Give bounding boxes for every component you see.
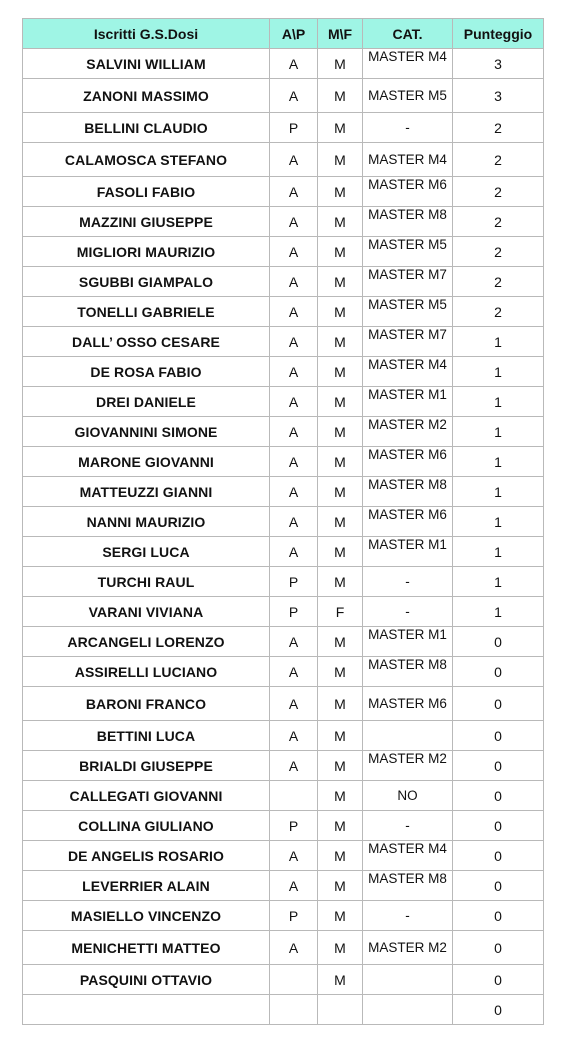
cell-name: ZANONI MASSIMO	[23, 79, 270, 113]
cell-mf: M	[318, 477, 363, 507]
header-ap: A\P	[270, 19, 318, 49]
cell-points: 1	[453, 447, 544, 477]
header-name: Iscritti G.S.Dosi	[23, 19, 270, 49]
cell-points: 1	[453, 387, 544, 417]
category-text: MASTER M2	[368, 750, 447, 766]
cell-category	[363, 657, 453, 687]
registrants-sheet	[22, 18, 543, 1025]
table-row	[23, 267, 544, 297]
cell-name: NANNI MAURIZIO	[23, 507, 270, 537]
category-text: MASTER M6	[368, 506, 447, 522]
category-text: MASTER M5	[368, 296, 447, 312]
cell-category	[363, 387, 453, 417]
cell-category	[363, 931, 453, 965]
cell-name: FASOLI FABIO	[23, 177, 270, 207]
cell-mf: M	[318, 901, 363, 931]
cell-mf: M	[318, 447, 363, 477]
category-text: MASTER M2	[368, 940, 447, 955]
cell-points: 0	[453, 687, 544, 721]
category-text: MASTER M5	[368, 88, 447, 103]
cell-name: LEVERRIER ALAIN	[23, 871, 270, 901]
table-row	[23, 965, 544, 995]
category-text: MASTER M8	[368, 656, 447, 672]
category-text: MASTER M4	[368, 356, 447, 372]
cell-category	[363, 965, 453, 995]
table-row	[23, 597, 544, 627]
cell-ap: P	[270, 901, 318, 931]
cell-name: ARCANGELI LORENZO	[23, 627, 270, 657]
cell-ap: A	[270, 841, 318, 871]
table-row	[23, 357, 544, 387]
cell-ap: A	[270, 687, 318, 721]
table-row	[23, 237, 544, 267]
cell-category	[363, 113, 453, 143]
cell-points: 0	[453, 627, 544, 657]
category-text: -	[405, 574, 410, 589]
cell-name: BRIALDI GIUSEPPE	[23, 751, 270, 781]
cell-points: 0	[453, 871, 544, 901]
cell-name: CALAMOSCA STEFANO	[23, 143, 270, 177]
cell-name: BARONI FRANCO	[23, 687, 270, 721]
cell-ap: P	[270, 113, 318, 143]
cell-mf: M	[318, 657, 363, 687]
cell-mf: M	[318, 79, 363, 113]
table-row	[23, 871, 544, 901]
cell-mf: M	[318, 267, 363, 297]
cell-name: SERGI LUCA	[23, 537, 270, 567]
cell-points: 0	[453, 965, 544, 995]
cell-name: GIOVANNINI SIMONE	[23, 417, 270, 447]
cell-name: MIGLIORI MAURIZIO	[23, 237, 270, 267]
cell-points: 2	[453, 297, 544, 327]
cell-category	[363, 357, 453, 387]
cell-category	[363, 267, 453, 297]
cell-mf: M	[318, 177, 363, 207]
cell-points: 1	[453, 357, 544, 387]
category-text: MASTER M8	[368, 870, 447, 886]
cell-ap: A	[270, 931, 318, 965]
cell-category	[363, 687, 453, 721]
cell-ap: A	[270, 477, 318, 507]
cell-ap: A	[270, 267, 318, 297]
cell-mf: M	[318, 871, 363, 901]
table-row	[23, 995, 544, 1025]
table-row	[23, 507, 544, 537]
table-row	[23, 537, 544, 567]
cell-name: PASQUINI OTTAVIO	[23, 965, 270, 995]
cell-mf: M	[318, 931, 363, 965]
cell-name	[23, 995, 270, 1025]
cell-mf: M	[318, 297, 363, 327]
cell-name: BELLINI CLAUDIO	[23, 113, 270, 143]
category-text: MASTER M4	[368, 152, 447, 167]
category-text: MASTER M7	[368, 266, 447, 282]
category-text: -	[405, 818, 410, 833]
cell-points: 1	[453, 597, 544, 627]
cell-points: 0	[453, 751, 544, 781]
cell-ap: A	[270, 79, 318, 113]
cell-category	[363, 177, 453, 207]
table-row	[23, 49, 544, 79]
cell-points: 0	[453, 841, 544, 871]
cell-ap: A	[270, 207, 318, 237]
cell-category	[363, 207, 453, 237]
cell-points: 0	[453, 931, 544, 965]
cell-mf: M	[318, 387, 363, 417]
cell-name: TURCHI RAUL	[23, 567, 270, 597]
cell-name: SALVINI WILLIAM	[23, 49, 270, 79]
cell-ap: P	[270, 567, 318, 597]
cell-category	[363, 417, 453, 447]
cell-name: DE ROSA FABIO	[23, 357, 270, 387]
cell-name: BETTINI LUCA	[23, 721, 270, 751]
cell-points: 3	[453, 49, 544, 79]
cell-mf: M	[318, 357, 363, 387]
cell-name: MASIELLO VINCENZO	[23, 901, 270, 931]
table-row	[23, 901, 544, 931]
category-text: -	[405, 120, 410, 135]
table-row	[23, 387, 544, 417]
cell-category	[363, 781, 453, 811]
header-mf: M\F	[318, 19, 363, 49]
cell-ap	[270, 995, 318, 1025]
cell-category	[363, 901, 453, 931]
cell-mf: F	[318, 597, 363, 627]
category-text: MASTER M1	[368, 386, 447, 402]
cell-category	[363, 143, 453, 177]
category-text: MASTER M2	[368, 416, 447, 432]
table-row	[23, 297, 544, 327]
cell-ap: A	[270, 387, 318, 417]
cell-points: 0	[453, 811, 544, 841]
cell-name: MAZZINI GIUSEPPE	[23, 207, 270, 237]
cell-ap	[270, 965, 318, 995]
cell-ap: A	[270, 507, 318, 537]
registrants-table	[22, 18, 544, 1025]
cell-mf: M	[318, 507, 363, 537]
cell-points: 2	[453, 113, 544, 143]
cell-points: 2	[453, 237, 544, 267]
cell-ap: A	[270, 627, 318, 657]
category-text: -	[405, 908, 410, 923]
cell-name: VARANI VIVIANA	[23, 597, 270, 627]
table-row	[23, 781, 544, 811]
category-text: MASTER M4	[368, 840, 447, 856]
cell-category	[363, 507, 453, 537]
cell-ap: A	[270, 871, 318, 901]
cell-name: DALL’ OSSO CESARE	[23, 327, 270, 357]
category-text: MASTER M7	[368, 326, 447, 342]
cell-ap: P	[270, 811, 318, 841]
table-row	[23, 811, 544, 841]
category-text: MASTER M1	[368, 626, 447, 642]
cell-name: DREI DANIELE	[23, 387, 270, 417]
cell-mf: M	[318, 567, 363, 597]
cell-ap: A	[270, 49, 318, 79]
table-row	[23, 687, 544, 721]
cell-category	[363, 477, 453, 507]
header-row	[23, 19, 544, 49]
cell-points: 3	[453, 79, 544, 113]
table-row	[23, 657, 544, 687]
cell-points: 0	[453, 657, 544, 687]
category-text: MASTER M8	[368, 206, 447, 222]
cell-mf: M	[318, 537, 363, 567]
cell-mf: M	[318, 841, 363, 871]
cell-points: 2	[453, 143, 544, 177]
cell-mf: M	[318, 143, 363, 177]
cell-category	[363, 721, 453, 751]
cell-points: 1	[453, 477, 544, 507]
cell-points: 2	[453, 177, 544, 207]
cell-points: 2	[453, 207, 544, 237]
cell-name: MARONE GIOVANNI	[23, 447, 270, 477]
table-row	[23, 207, 544, 237]
table-row	[23, 627, 544, 657]
cell-category	[363, 447, 453, 477]
category-text: MASTER M6	[368, 176, 447, 192]
cell-name: ASSIRELLI LUCIANO	[23, 657, 270, 687]
cell-ap: A	[270, 297, 318, 327]
cell-points: 1	[453, 327, 544, 357]
cell-ap: A	[270, 751, 318, 781]
cell-points: 1	[453, 507, 544, 537]
header-points: Punteggio	[453, 19, 544, 49]
cell-mf: M	[318, 207, 363, 237]
table-row	[23, 931, 544, 965]
cell-ap: A	[270, 143, 318, 177]
cell-ap: A	[270, 357, 318, 387]
cell-ap: A	[270, 657, 318, 687]
cell-mf: M	[318, 417, 363, 447]
cell-points: 0	[453, 995, 544, 1025]
cell-points: 1	[453, 537, 544, 567]
cell-ap: A	[270, 327, 318, 357]
cell-category	[363, 49, 453, 79]
cell-points: 2	[453, 267, 544, 297]
cell-mf: M	[318, 811, 363, 841]
category-text: MASTER M6	[368, 446, 447, 462]
category-text: NO	[397, 788, 418, 803]
cell-mf: M	[318, 49, 363, 79]
table-row	[23, 113, 544, 143]
cell-ap: A	[270, 237, 318, 267]
cell-category	[363, 995, 453, 1025]
cell-mf: M	[318, 965, 363, 995]
cell-mf	[318, 995, 363, 1025]
table-row	[23, 751, 544, 781]
cell-mf: M	[318, 687, 363, 721]
category-text: MASTER M6	[368, 696, 447, 711]
category-text: MASTER M8	[368, 476, 447, 492]
cell-points: 1	[453, 417, 544, 447]
cell-name: CALLEGATI GIOVANNI	[23, 781, 270, 811]
cell-name: TONELLI GABRIELE	[23, 297, 270, 327]
cell-ap: A	[270, 721, 318, 751]
cell-category	[363, 297, 453, 327]
cell-mf: M	[318, 327, 363, 357]
category-text: MASTER M4	[368, 48, 447, 64]
cell-mf: M	[318, 721, 363, 751]
cell-mf: M	[318, 237, 363, 267]
table-row	[23, 841, 544, 871]
category-text: -	[405, 604, 410, 619]
cell-category	[363, 841, 453, 871]
table-row	[23, 417, 544, 447]
cell-category	[363, 871, 453, 901]
cell-category	[363, 751, 453, 781]
cell-mf: M	[318, 627, 363, 657]
table-row	[23, 327, 544, 357]
cell-category	[363, 327, 453, 357]
table-row	[23, 143, 544, 177]
table-header	[23, 19, 544, 49]
cell-ap: A	[270, 177, 318, 207]
cell-mf: M	[318, 113, 363, 143]
cell-ap: A	[270, 537, 318, 567]
table-row	[23, 567, 544, 597]
cell-mf: M	[318, 751, 363, 781]
cell-mf: M	[318, 781, 363, 811]
table-row	[23, 721, 544, 751]
header-category: CAT.	[363, 19, 453, 49]
cell-category	[363, 811, 453, 841]
cell-category	[363, 79, 453, 113]
cell-name: MATTEUZZI GIANNI	[23, 477, 270, 507]
category-text: MASTER M5	[368, 236, 447, 252]
cell-name: MENICHETTI MATTEO	[23, 931, 270, 965]
table-body	[23, 49, 544, 1025]
table-row	[23, 177, 544, 207]
cell-points: 0	[453, 781, 544, 811]
cell-points: 1	[453, 567, 544, 597]
cell-name: COLLINA GIULIANO	[23, 811, 270, 841]
category-text: MASTER M1	[368, 536, 447, 552]
cell-category	[363, 537, 453, 567]
cell-category	[363, 567, 453, 597]
cell-points: 0	[453, 901, 544, 931]
cell-name: DE ANGELIS ROSARIO	[23, 841, 270, 871]
cell-category	[363, 627, 453, 657]
table-row	[23, 79, 544, 113]
cell-points: 0	[453, 721, 544, 751]
cell-ap: A	[270, 447, 318, 477]
cell-category	[363, 597, 453, 627]
cell-ap: P	[270, 597, 318, 627]
cell-ap: A	[270, 417, 318, 447]
table-row	[23, 477, 544, 507]
cell-category	[363, 237, 453, 267]
table-row	[23, 447, 544, 477]
cell-ap	[270, 781, 318, 811]
cell-name: SGUBBI GIAMPALO	[23, 267, 270, 297]
